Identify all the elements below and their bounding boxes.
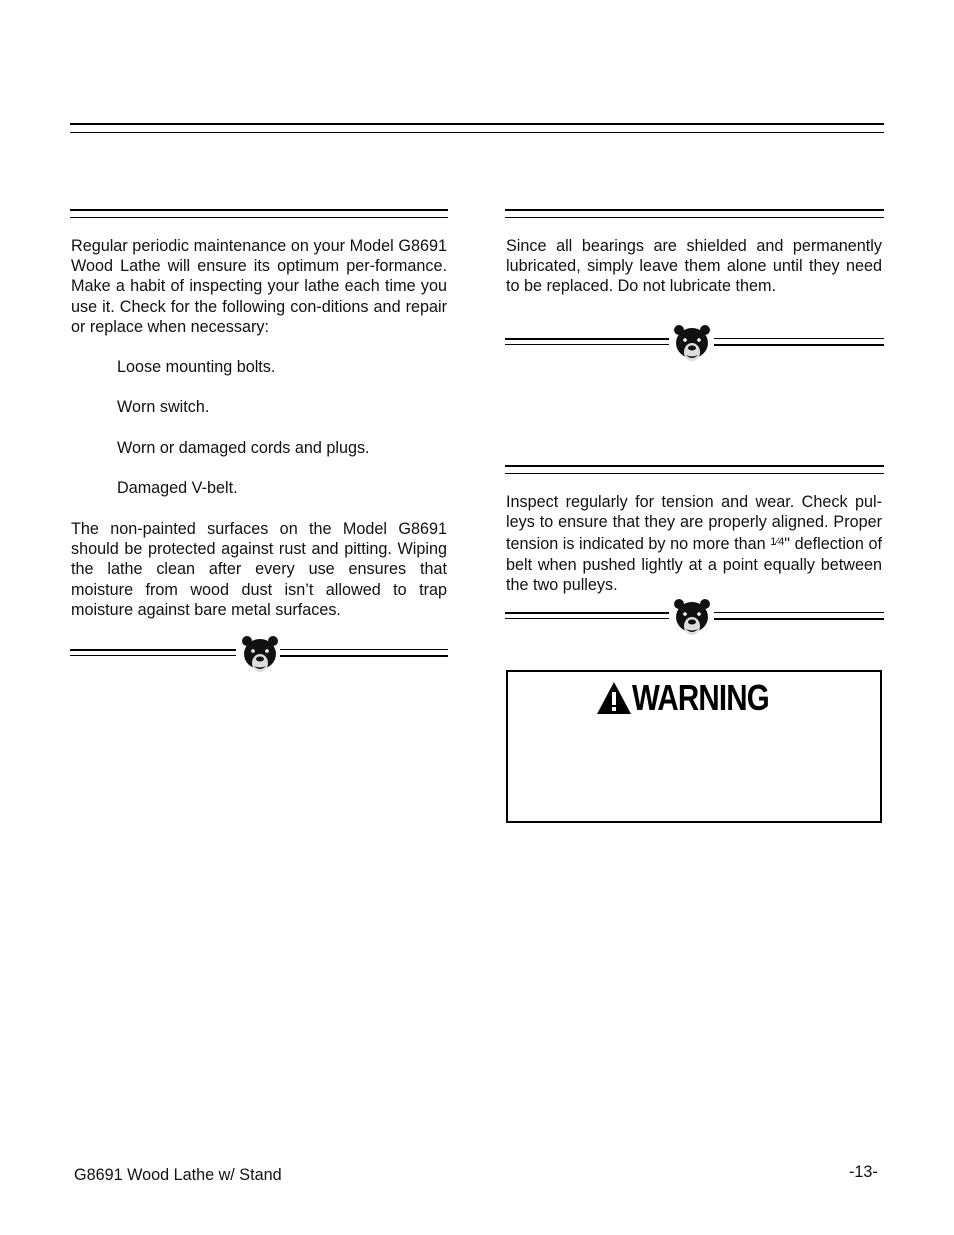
header-rule-thin (70, 132, 884, 133)
checklist-item: Worn or damaged cords and plugs. (117, 439, 370, 457)
section-divider (505, 598, 884, 638)
bearings-paragraph: Since all bearings are shielded and permanently lubricated, simply leave them alone until they need to be replaced. Do not lubricate them. (506, 237, 882, 296)
bear-head-icon (672, 598, 712, 638)
warning-box (506, 670, 882, 823)
page-number: -13- (849, 1163, 878, 1181)
footer-title: G8691 Wood Lathe w/ Stand (74, 1166, 282, 1184)
quarter-fraction: 1⁄4 (770, 536, 785, 549)
warning-label: WARNING (632, 677, 769, 718)
section-divider (70, 635, 448, 675)
checklist-item: Damaged V-belt. (117, 479, 238, 497)
section-divider (505, 324, 884, 364)
maintenance-paragraph: Regular periodic maintenance on your Model G8691 Wood Lathe will ensure its optimum per-formance. Make a habit of inspecting your lathe each time you use it. Check for the following con-ditions and repair or replace when necessary: (71, 237, 447, 336)
header-rule-thick (70, 123, 884, 125)
bear-head-icon (672, 324, 712, 364)
warning-header (596, 678, 799, 718)
checklist-item: Loose mounting bolts. (117, 358, 276, 376)
left-section-rule (70, 209, 448, 219)
rust-paragraph: The non-painted surfaces on the Model G8691 should be protected against rust and pitting. Wiping the lathe clean after every use ensures that moisture from wood dust isn’t allowed to trap moisture against bare metal surfaces. (71, 520, 447, 619)
vbelt-paragraph: Inspect regularly for tension and wear. Check pul-leys to ensure that they are properly aligned. Proper tension is indicated by no more than $^{1⁄4}$" deflection of belt when pushed lightly at a point equally between the two pulleys. (506, 493, 882, 594)
vbelt-section-rule (505, 465, 884, 475)
checklist-item: Worn switch. (117, 398, 210, 416)
bear-head-icon (240, 635, 280, 675)
warning-triangle-icon (596, 681, 632, 715)
bearings-section-rule (505, 209, 884, 219)
